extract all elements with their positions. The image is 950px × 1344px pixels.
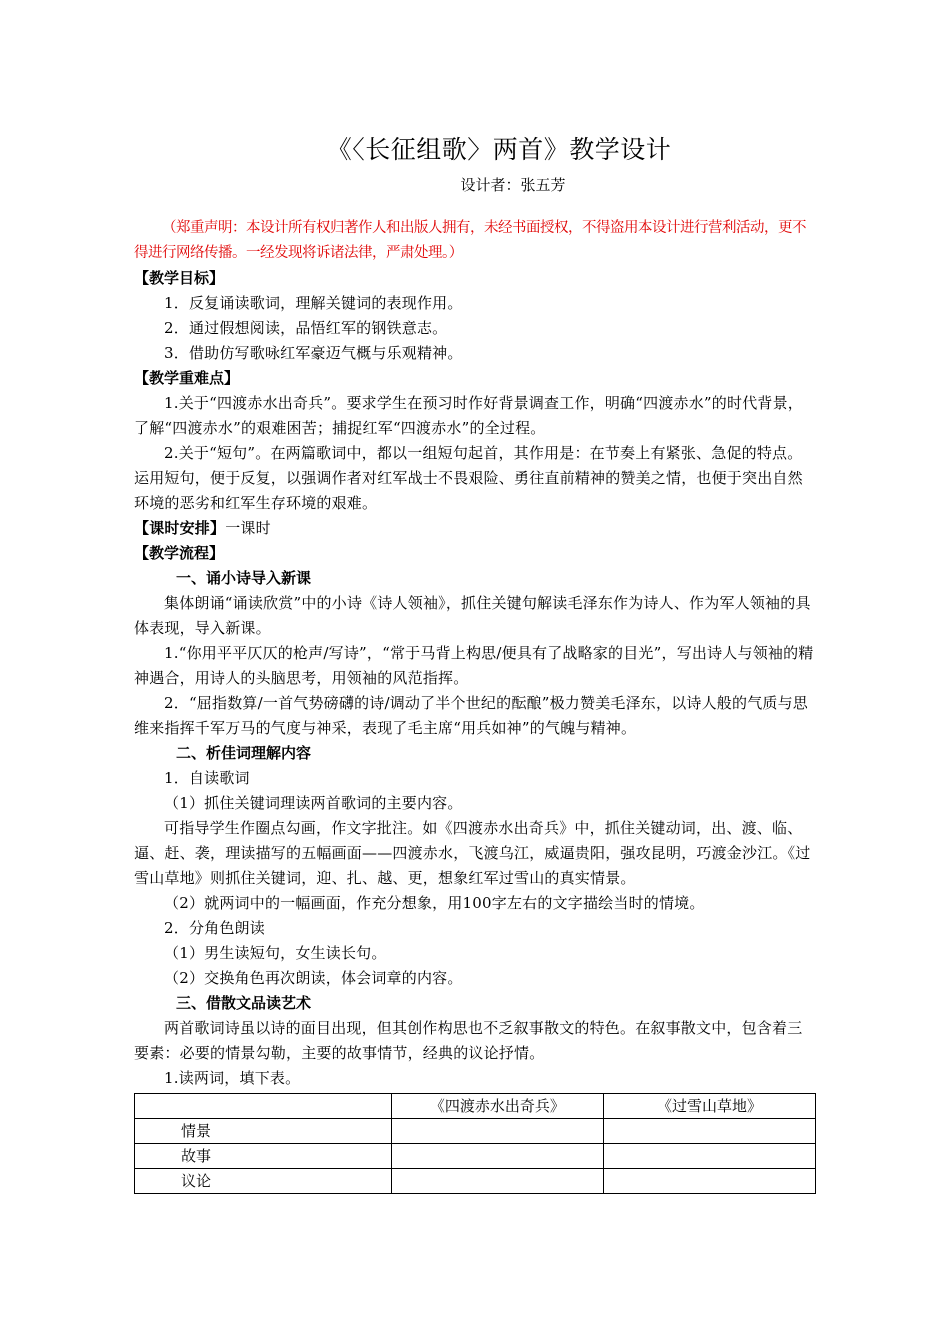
paragraph: （2）交换角色再次朗读，体会词章的内容。	[164, 969, 463, 987]
author-line: 设计者：张五芳	[460, 176, 566, 194]
table-row-label: 故事	[135, 1144, 392, 1169]
paragraph: 集体朗诵“诵读欣赏”中的小诗《诗人领袖》，抓住关键句解读毛泽东作为诗人、作为军人领袖的具体表现，导入新课。	[134, 594, 811, 637]
table-row	[135, 1119, 816, 1144]
table-cell	[603, 1169, 815, 1194]
process-heading: 【教学流程】	[134, 544, 225, 562]
paragraph: （2）就两词中的一幅画面，作充分想象，用100字左右的文字描绘当时的情境。	[164, 894, 705, 912]
schedule-line	[134, 516, 816, 541]
table-cell	[391, 1144, 603, 1169]
table-cell	[603, 1119, 815, 1144]
paragraph: 1.“你用平平仄仄的枪声/写诗”，“常于马背上构思/便具有了战略家的目光”，写出诗人与领袖的精神遇合，用诗人的头脑思考，用领袖的风范指挥。	[134, 644, 814, 687]
paragraph: 可指导学生作圈点勾画，作文字批注。如《四渡赤水出奇兵》中，抓住关键动词，出、渡、临、逼、赶、袭，理读描写的五幅画面——四渡赤水，飞渡乌江，威逼贵阳，强攻昆明，巧渡金沙江。《过雪山草地》则抓住关键词，迎、扎、越、更，想象红军过雪山的真实情景。	[134, 819, 811, 887]
table-header-cell: 《过雪山草地》	[603, 1094, 815, 1119]
paragraph: 2．“屈指数算/一首气势磅礴的诗/调动了半个世纪的酝酿”极力赞美毛泽东，以诗人般的气质与思维来指挥千军万马的气度与神采，表现了毛主席“用兵如神”的气魄与精神。	[134, 694, 808, 737]
table-cell	[391, 1169, 603, 1194]
table-header-cell	[135, 1094, 392, 1119]
table-header-cell: 《四渡赤水出奇兵》	[391, 1094, 603, 1119]
paragraph: 两首歌词诗虽以诗的面目出现，但其创作构思也不乏叙事散文的特色。在叙事散文中，包含着三要素：必要的情景勾勒，主要的故事情节，经典的议论抒情。	[134, 1019, 803, 1062]
document-page	[134, 130, 816, 1194]
section-3-title: 三、借散文品读艺术	[176, 994, 312, 1012]
table-row	[135, 1144, 816, 1169]
paragraph: （1）抓住关键词理读两首歌词的主要内容。	[164, 794, 463, 812]
keypoint-item: 1.关于“四渡赤水出奇兵”。要求学生在预习时作好背景调查工作，明确“四渡赤水”的时代背景，了解“四渡赤水”的艰难困苦；捕捉红军“四渡赤水”的全过程。	[134, 394, 803, 437]
table-row-label: 议论	[135, 1169, 392, 1194]
paragraph: 1.读两词，填下表。	[164, 1069, 301, 1087]
goal-item: 3．借助仿写歌咏红军豪迈气概与乐观精神。	[164, 344, 463, 362]
table-row-label: 情景	[135, 1119, 392, 1144]
schedule-heading: 【课时安排】	[134, 519, 226, 537]
document-title: 《〈长征组歌〉两首》教学设计	[326, 135, 672, 164]
keypoint-item: 2.关于“短句”。在两篇歌词中，都以一组短句起首，其作用是：在节奏上有紧张、急促的特点。运用短句，便于反复，以强调作者对红军战士不畏艰险、勇往直前精神的赞美之情，也便于突出自然环境的恶劣和红军生存环境的艰难。	[134, 444, 803, 512]
goals-heading: 【教学目标】	[134, 269, 225, 287]
table-header-row	[135, 1094, 816, 1119]
paragraph: 2．分角色朗读	[164, 919, 265, 937]
fill-in-table	[134, 1093, 816, 1194]
goal-item: 2．通过假想阅读，品悟红军的钢铁意志。	[164, 319, 448, 337]
goal-item: 1．反复诵读歌词，理解关键词的表现作用。	[164, 294, 463, 312]
keypoints-heading: 【教学重难点】	[134, 369, 240, 387]
copyright-notice: （郑重声明：本设计所有权归著作人和出版人拥有，未经书面授权，不得盗用本设计进行营利活动，更不得进行网络传播。一经发现将诉诸法律，严肃处理。）	[134, 220, 806, 261]
section-2-title: 二、析佳词理解内容	[176, 744, 312, 762]
paragraph: 1．自读歌词	[164, 769, 250, 787]
section-1-title: 一、诵小诗导入新课	[176, 569, 312, 587]
schedule-value: 一课时	[225, 519, 271, 537]
table-cell	[391, 1119, 603, 1144]
table-row	[135, 1169, 816, 1194]
table-cell	[603, 1144, 815, 1169]
paragraph: （1）男生读短句，女生读长句。	[164, 944, 387, 962]
